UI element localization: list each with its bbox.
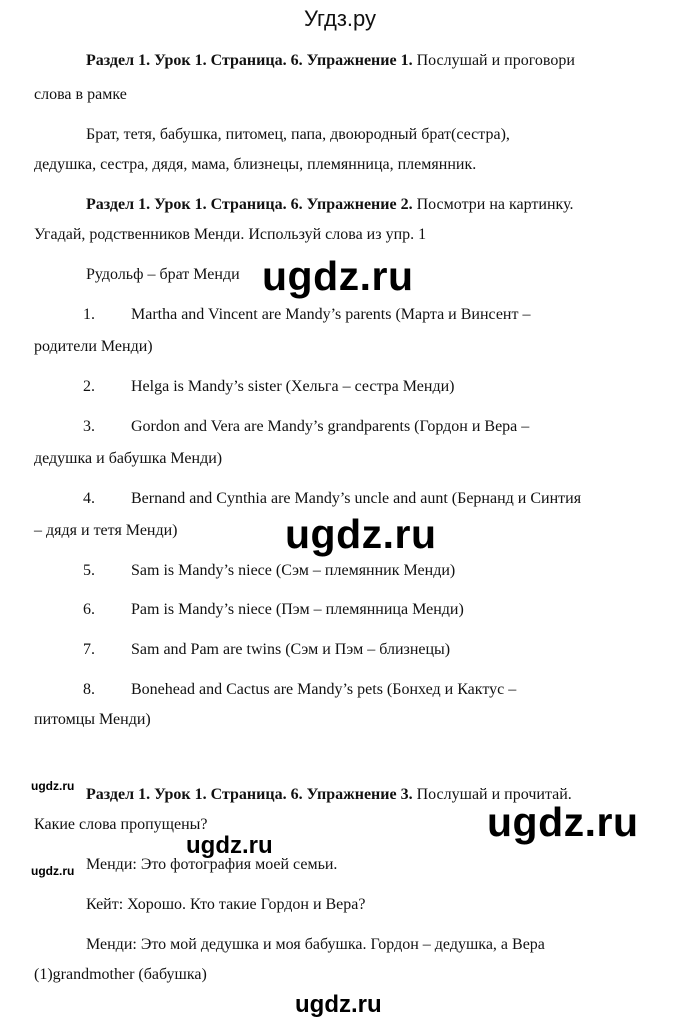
ex2-instruction-cont: Угадай, родственников Менди. Используй слова из упр. 1	[34, 226, 427, 243]
item-number: 7.	[83, 641, 95, 658]
item-text-cont: – дядя и тетя Менди)	[34, 522, 178, 539]
watermark: ugdz.ru	[262, 253, 414, 299]
ex1-heading-line	[86, 52, 656, 70]
item-text: Helga is Mandy’s sister (Хельга – сестра Менди)	[131, 378, 455, 395]
watermark: ugdz.ru	[31, 779, 75, 793]
dialogue-line: Менди: Это мой дедушка и моя бабушка. Гордон – дедушка, а Вера	[86, 936, 545, 953]
ex2-heading-line	[86, 196, 656, 214]
ex3-instruction: Послушай и прочитай.	[416, 786, 572, 803]
item-text: Pam is Mandy’s niece (Пэм – племянница Менди)	[131, 601, 464, 618]
watermark: ugdz.ru	[487, 799, 639, 845]
watermark: ugdz.ru	[31, 864, 75, 878]
ex2-instruction: Посмотри на картинку.	[416, 196, 574, 213]
watermark: ugdz.ru	[295, 991, 382, 1018]
dialogue-line: Кейт: Хорошо. Кто такие Гордон и Вера?	[86, 896, 366, 913]
item-number: 8.	[83, 681, 95, 698]
watermark: ugdz.ru	[285, 511, 437, 557]
watermark: ugdz.ru	[186, 832, 273, 859]
ex1-words-line1: Брат, тетя, бабушка, питомец, папа, двоюродный брат(сестра),	[86, 126, 510, 143]
ex2-example: Рудольф – брат Менди	[86, 266, 240, 283]
item-text-cont: питомцы Менди)	[34, 711, 151, 728]
dialogue-line-cont: (1)grandmother (бабушка)	[34, 966, 207, 983]
item-text: Gordon and Vera are Mandy’s grandparents (Гордон и Вера –	[131, 418, 530, 435]
item-number: 3.	[83, 418, 95, 435]
item-number: 5.	[83, 562, 95, 579]
item-number: 4.	[83, 490, 95, 507]
ex3-heading: Раздел 1. Урок 1. Страница. 6. Упражнение 3.	[86, 786, 413, 803]
item-text-cont: дедушка и бабушка Менди)	[34, 450, 223, 467]
item-text: Bonehead and Cactus are Mandy’s pets (Бонхед и Кактус –	[131, 681, 517, 698]
ex1-heading: Раздел 1. Урок 1. Страница. 6. Упражнение 1.	[86, 52, 413, 69]
item-text: Sam is Mandy’s niece (Сэм – племянник Менди)	[131, 562, 456, 579]
item-number: 2.	[83, 378, 95, 395]
ex2-heading: Раздел 1. Урок 1. Страница. 6. Упражнение 2.	[86, 196, 413, 213]
item-number: 6.	[83, 601, 95, 618]
item-number: 1.	[83, 306, 95, 323]
item-text: Sam and Pam are twins (Сэм и Пэм – близнецы)	[131, 641, 451, 658]
dialogue-line: Менди: Это фотография моей семьи.	[86, 856, 338, 873]
ex1-words-line2: дедушка, сестра, дядя, мама, близнецы, племянница, племянник.	[34, 156, 477, 173]
item-text-cont: родители Менди)	[34, 338, 153, 355]
ex1-instruction: Послушай и проговори	[416, 52, 575, 69]
item-text: Bernand and Cynthia are Mandy’s uncle and aunt (Бернанд и Синтия	[131, 490, 582, 507]
ex1-instruction-cont: слова в рамке	[34, 86, 127, 103]
ex3-instruction-cont: Какие слова пропущены?	[34, 816, 208, 833]
item-text: Martha and Vincent are Mandy’s parents (Марта и Винсент –	[131, 306, 531, 323]
site-title: Угдз.ру	[303, 6, 377, 31]
